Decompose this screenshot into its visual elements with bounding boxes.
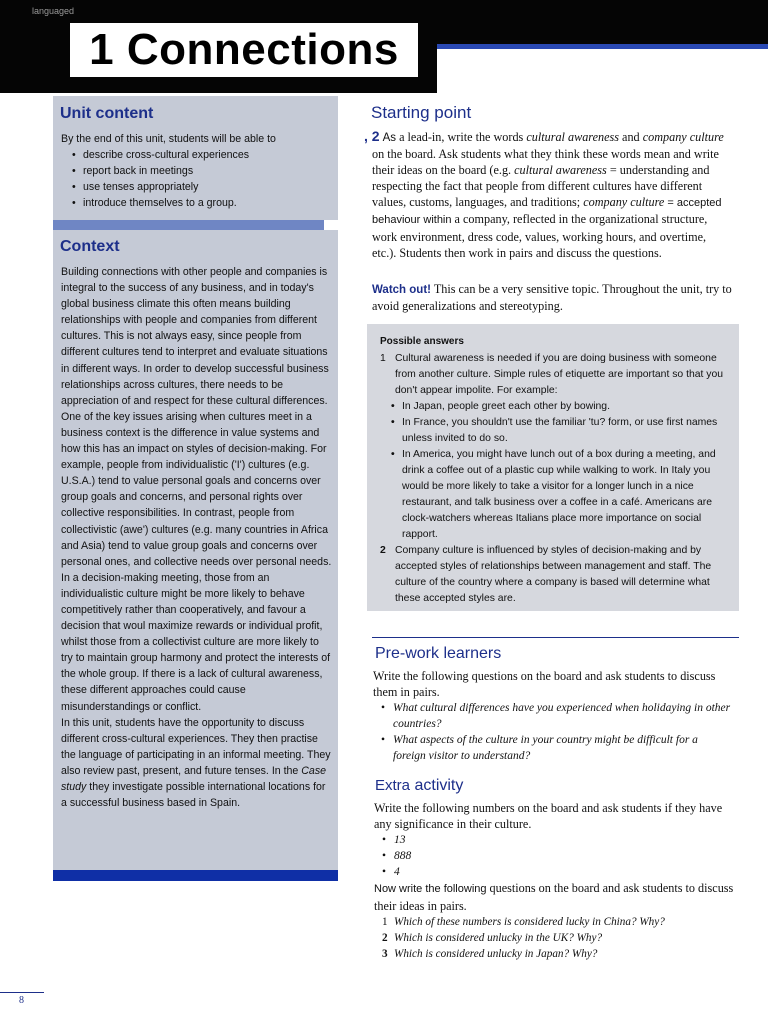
extra-activity-heading xyxy=(375,777,463,795)
context-box xyxy=(53,230,338,870)
list-item: • In America, you might have lunch out of a box during a meeting, and drink a coffee out of a plastic cup while walking to work. In Italy you would be more likely to take a visitor for a longer lunch in a nice restaurant, and talk business over a coffee in a café. Americans are clock-watchers whereas Italians place more importance on social rapport. xyxy=(380,447,726,543)
extra-questions xyxy=(374,914,734,962)
question-text: Which is considered unlucky in Japan? Why? xyxy=(394,947,598,960)
sp-text-part: a company, reflected in the organizational structure, work environment, dress code, values, working hours, and overtime, etc.). Students then work in pairs and discuss the questions. xyxy=(372,212,708,260)
heading-part: Extra xyxy=(375,777,411,794)
context-text: In this unit, students have the opportunity to discuss different cross-cultural experiences. They then practise the language of participating in an informal meeting. They also review past, present, and future tenses. In the xyxy=(61,716,331,777)
sp-text-part: on the board. Ask students what they think these words mean and write their ideas on the board (e.g. xyxy=(372,147,719,178)
list-item: • 13 xyxy=(374,832,734,848)
pre-work-body xyxy=(373,668,733,765)
question-number: 3 xyxy=(382,947,388,960)
footer-line xyxy=(0,992,44,993)
answer-sublist xyxy=(380,399,726,543)
unit-content-divider-bar xyxy=(53,220,324,230)
header-black-band xyxy=(437,0,768,45)
list-item xyxy=(374,930,734,946)
list-item: • describe cross-cultural experiences xyxy=(61,147,333,163)
pre-work-questions xyxy=(373,700,733,764)
sp-term: company culture xyxy=(642,130,724,144)
context-paragraph: One of the key issues arising when cultures meet in a business context is the difference in value systems and how this has an impact on styles of decision-making. For example, people from individualistic ('I') cultures (e.g. U.S.A.) tend to value personal goals and concerns over group goals and concerns, and personal rights over collective responsibilities. In contrast, people from collectivistic (awe') cultures (e.g. many countries in Africa and Asia) tend to value group goals and concerns over personal ones, and collective needs over personal needs. In a decision-making meeting, those from an individualistic culture might be more likely to behave competitively rather than cooperatively, and favour a decision that woul maximize rewards or individual profit, whilst those from a collectivist culture are more likely to try to maintain group harmony and protect the interests of the whole group. If there is a lack of cultural awareness, these different approaches could cause misunderstandings or conflict. xyxy=(61,410,332,713)
context-body xyxy=(61,264,333,811)
sp-term: cultural awareness xyxy=(514,163,607,178)
case-study-term: Case study xyxy=(61,764,327,793)
answer-item xyxy=(380,351,726,399)
numbers-list xyxy=(374,832,734,880)
unit-content-intro: By the end of this unit, students will be able to xyxy=(61,133,276,145)
answer-number: 2 xyxy=(380,545,386,556)
sp-text-part: a lead-in, write the words xyxy=(399,130,524,144)
list-item: • report back in meetings xyxy=(61,163,333,179)
watch-out-note xyxy=(372,281,734,314)
possible-answers-heading: Possible answers xyxy=(380,336,464,347)
sp-text-part: and xyxy=(622,130,640,144)
sp-text-part: As xyxy=(382,132,397,144)
possible-answers-content xyxy=(380,334,726,607)
sp-term: company culture xyxy=(583,195,665,210)
list-item: • 888 xyxy=(374,848,734,864)
extra-activity-instructions: Write the following numbers on the board and ask students if they have any significance in their culture. xyxy=(374,801,723,832)
question-text: Which of these numbers is considered lucky in China? Why? xyxy=(394,915,665,928)
answer-item xyxy=(380,543,726,607)
answer-text: Cultural awareness is needed if you are doing business with someone from another culture. Simple rules of etiquette are important so that you don't appear impolite. For example: xyxy=(395,353,724,396)
publisher-logo-text: languaged xyxy=(32,6,75,16)
list-item: • 4 xyxy=(374,864,734,880)
text-part: questions on the board and ask students to discuss their ideas in pairs. xyxy=(374,881,734,913)
question-number: 1 xyxy=(382,915,388,928)
list-item: • use tenses appropriately xyxy=(61,179,333,195)
unit-content-box xyxy=(53,96,338,220)
answer-number: 1 xyxy=(380,353,386,364)
context-divider-bar xyxy=(53,870,338,881)
heading-part: activity xyxy=(414,777,464,794)
list-item: • introduce themselves to a group. xyxy=(61,195,333,211)
context-heading: Context xyxy=(60,238,120,255)
starting-point-heading: Starting point xyxy=(371,103,472,122)
unit-content-body xyxy=(61,131,333,211)
context-text: they investigate possible international locations for a successful business based in Spain. xyxy=(61,781,326,810)
unit-content-heading: Unit content xyxy=(60,105,154,122)
header-blue-strip xyxy=(437,44,768,49)
list-item: • In Japan, people greet each other by bowing. xyxy=(380,399,726,415)
sp-text-part: = accepted behaviour within xyxy=(372,197,722,227)
extra-activity-instructions-2 xyxy=(374,880,734,913)
watch-out-text: This can be a very sensitive topic. Throughout the unit, try to avoid generalizations and stereotyping. xyxy=(372,282,732,314)
starting-point-text xyxy=(364,128,732,261)
list-item: • What cultural differences have you experienced when holidaying in other countries? xyxy=(373,700,733,732)
context-paragraph: Building connections with other people and companies is integral to the success of any business, and in today's global business climate this often means building relationships with people and companies from different cultures. This is not always easy, since people from different cultures tend to interpret and evaluate situations in different ways. In order to develop successful business relationships across cultures, there needs to be appreciation of and respect for these cultural differences. xyxy=(61,266,329,407)
list-item xyxy=(374,914,734,930)
page-number: 8 xyxy=(19,995,24,1006)
pre-work-heading: Pre-work learners xyxy=(375,645,502,662)
section-divider-line xyxy=(372,637,739,638)
sp-term: cultural awareness xyxy=(526,130,619,144)
question-text: Which is considered unlucky in the UK? Why? xyxy=(394,931,603,944)
watch-out-label: Watch out! xyxy=(372,284,431,296)
unit-title: 1 Connections xyxy=(70,23,418,77)
list-item xyxy=(374,946,734,962)
list-item: • What aspects of the culture in your country might be difficult for a foreign visitor to understand? xyxy=(373,732,733,764)
answer-text: Company culture is influenced by styles of decision-making and by accepted styles of relationships between management and staff. The culture of the country where a company is based will determine what these accepted styles are. xyxy=(395,545,712,604)
sp-text-part: = understanding and respecting the fact that people from different cultures have different values, customs, languages, and traditions; xyxy=(372,163,710,210)
question-number: 2 xyxy=(382,931,388,944)
pre-work-instructions: Write the following questions on the board and ask students to discuss them in pairs. xyxy=(373,669,716,700)
context-paragraph xyxy=(61,715,333,812)
text-part: Now write the following xyxy=(374,883,487,896)
list-item: • In France, you shouldn't use the familiar 'tu? form, or use first names unless invited to do so. xyxy=(380,415,726,447)
extra-activity-body xyxy=(374,800,734,962)
question-marker: , 2 xyxy=(364,128,380,144)
unit-content-list xyxy=(61,147,333,211)
